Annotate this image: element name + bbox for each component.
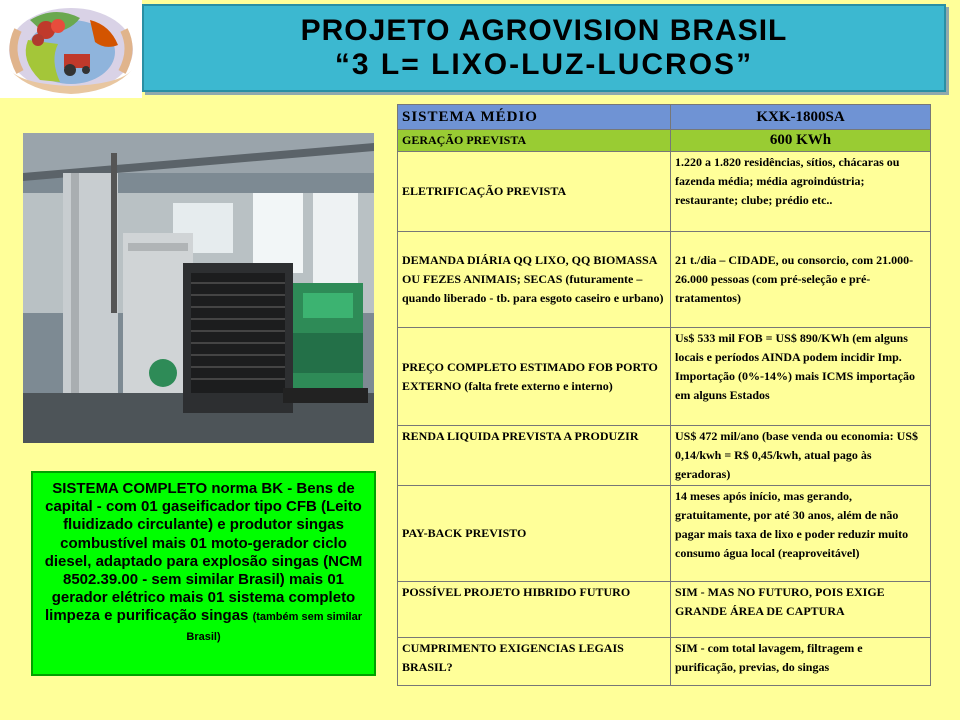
row-label: PREÇO COMPLETO ESTIMADO FOB PORTO EXTERNO (falta frete externo e interno)	[398, 328, 671, 426]
table-row	[398, 328, 931, 426]
system-description-box	[31, 471, 376, 676]
table-header-row	[398, 105, 931, 130]
table-header-label: SISTEMA MÉDIO	[398, 105, 671, 130]
row-value: 1.220 a 1.820 residências, sítios, chácaras ou fazenda média; média agroindústria; restaurante; clube; prédio etc..	[671, 152, 931, 232]
agro-globe-hands-icon	[0, 0, 142, 98]
row-label: ELETRIFICAÇÃO PREVISTA	[398, 152, 671, 232]
industrial-equipment-icon	[23, 133, 374, 443]
row-value: SIM - com total lavagem, filtragem e purificação, previas, do singas	[671, 638, 931, 686]
row-label: GERAÇÃO PREVISTA	[398, 130, 671, 152]
title-banner	[142, 4, 946, 92]
table-row	[398, 638, 931, 686]
row-label: RENDA LIQUIDA PREVISTA A PRODUZIR	[398, 426, 671, 486]
agro-globe-hands-logo	[0, 0, 142, 98]
row-label: DEMANDA DIÁRIA QQ LIXO, QQ BIOMASSA OU FEZES ANIMAIS; SECAS (futuramente – quando liberado - tb. para esgoto caseiro e urbano)	[398, 232, 671, 328]
title-line-2: “3 L= LIXO-LUZ-LUCROS”	[334, 48, 754, 81]
table-row	[398, 130, 931, 152]
row-label: PAY-BACK PREVISTO	[398, 486, 671, 582]
table-row	[398, 486, 931, 582]
system-description-text: SISTEMA COMPLETO norma BK - Bens de capital - com 01 gaseificador tipo CFB (Leito fluidizado circulante) e produtor singas combustível mais 01 moto-gerador ciclo diesel, adaptado para explosão singas (NCM 8502.39.00 - sem similar Brasil) mais 01 gerador elétrico mais 01 sistema completo limpeza e purificação singas	[44, 480, 363, 625]
row-value: 600 KWh	[671, 130, 931, 152]
table-row	[398, 426, 931, 486]
row-value: SIM - MAS NO FUTURO, POIS EXIGE GRANDE ÁREA DE CAPTURA	[671, 582, 931, 638]
row-value: 14 meses após início, mas gerando, gratuitamente, por até 30 anos, além de não pagar mais taxa de lixo e poder reduzir muito consumo água local (reaproveitável)	[671, 486, 931, 582]
row-label: CUMPRIMENTO EXIGENCIAS LEGAIS BRASIL?	[398, 638, 671, 686]
row-value: Us$ 533 mil FOB = US$ 890/KWh (em alguns locais e períodos AINDA podem incidir Imp. Importação (0%-14%) mais ICMS importação em alguns Estados	[671, 328, 931, 426]
title-line-1: PROJETO AGROVISION BRASIL	[300, 14, 788, 47]
table-row	[398, 152, 931, 232]
table-row	[398, 232, 931, 328]
row-value: 21 t./dia – CIDADE, ou consorcio, com 21.000-26.000 pessoas (com pré-seleção e pré-tratamentos)	[671, 232, 931, 328]
specification-table	[397, 104, 931, 686]
gasifier-generator-photo	[23, 133, 374, 443]
table-header-value: KXK-1800SA	[671, 105, 931, 130]
system-description-note: (também sem similar Brasil)	[186, 611, 363, 643]
row-label: POSSÍVEL PROJETO HIBRIDO FUTURO	[398, 582, 671, 638]
table-row	[398, 582, 931, 638]
row-value: US$ 472 mil/ano (base venda ou economia: US$ 0,14/kwh = R$ 0,45/kwh, atual pago às geradoras)	[671, 426, 931, 486]
